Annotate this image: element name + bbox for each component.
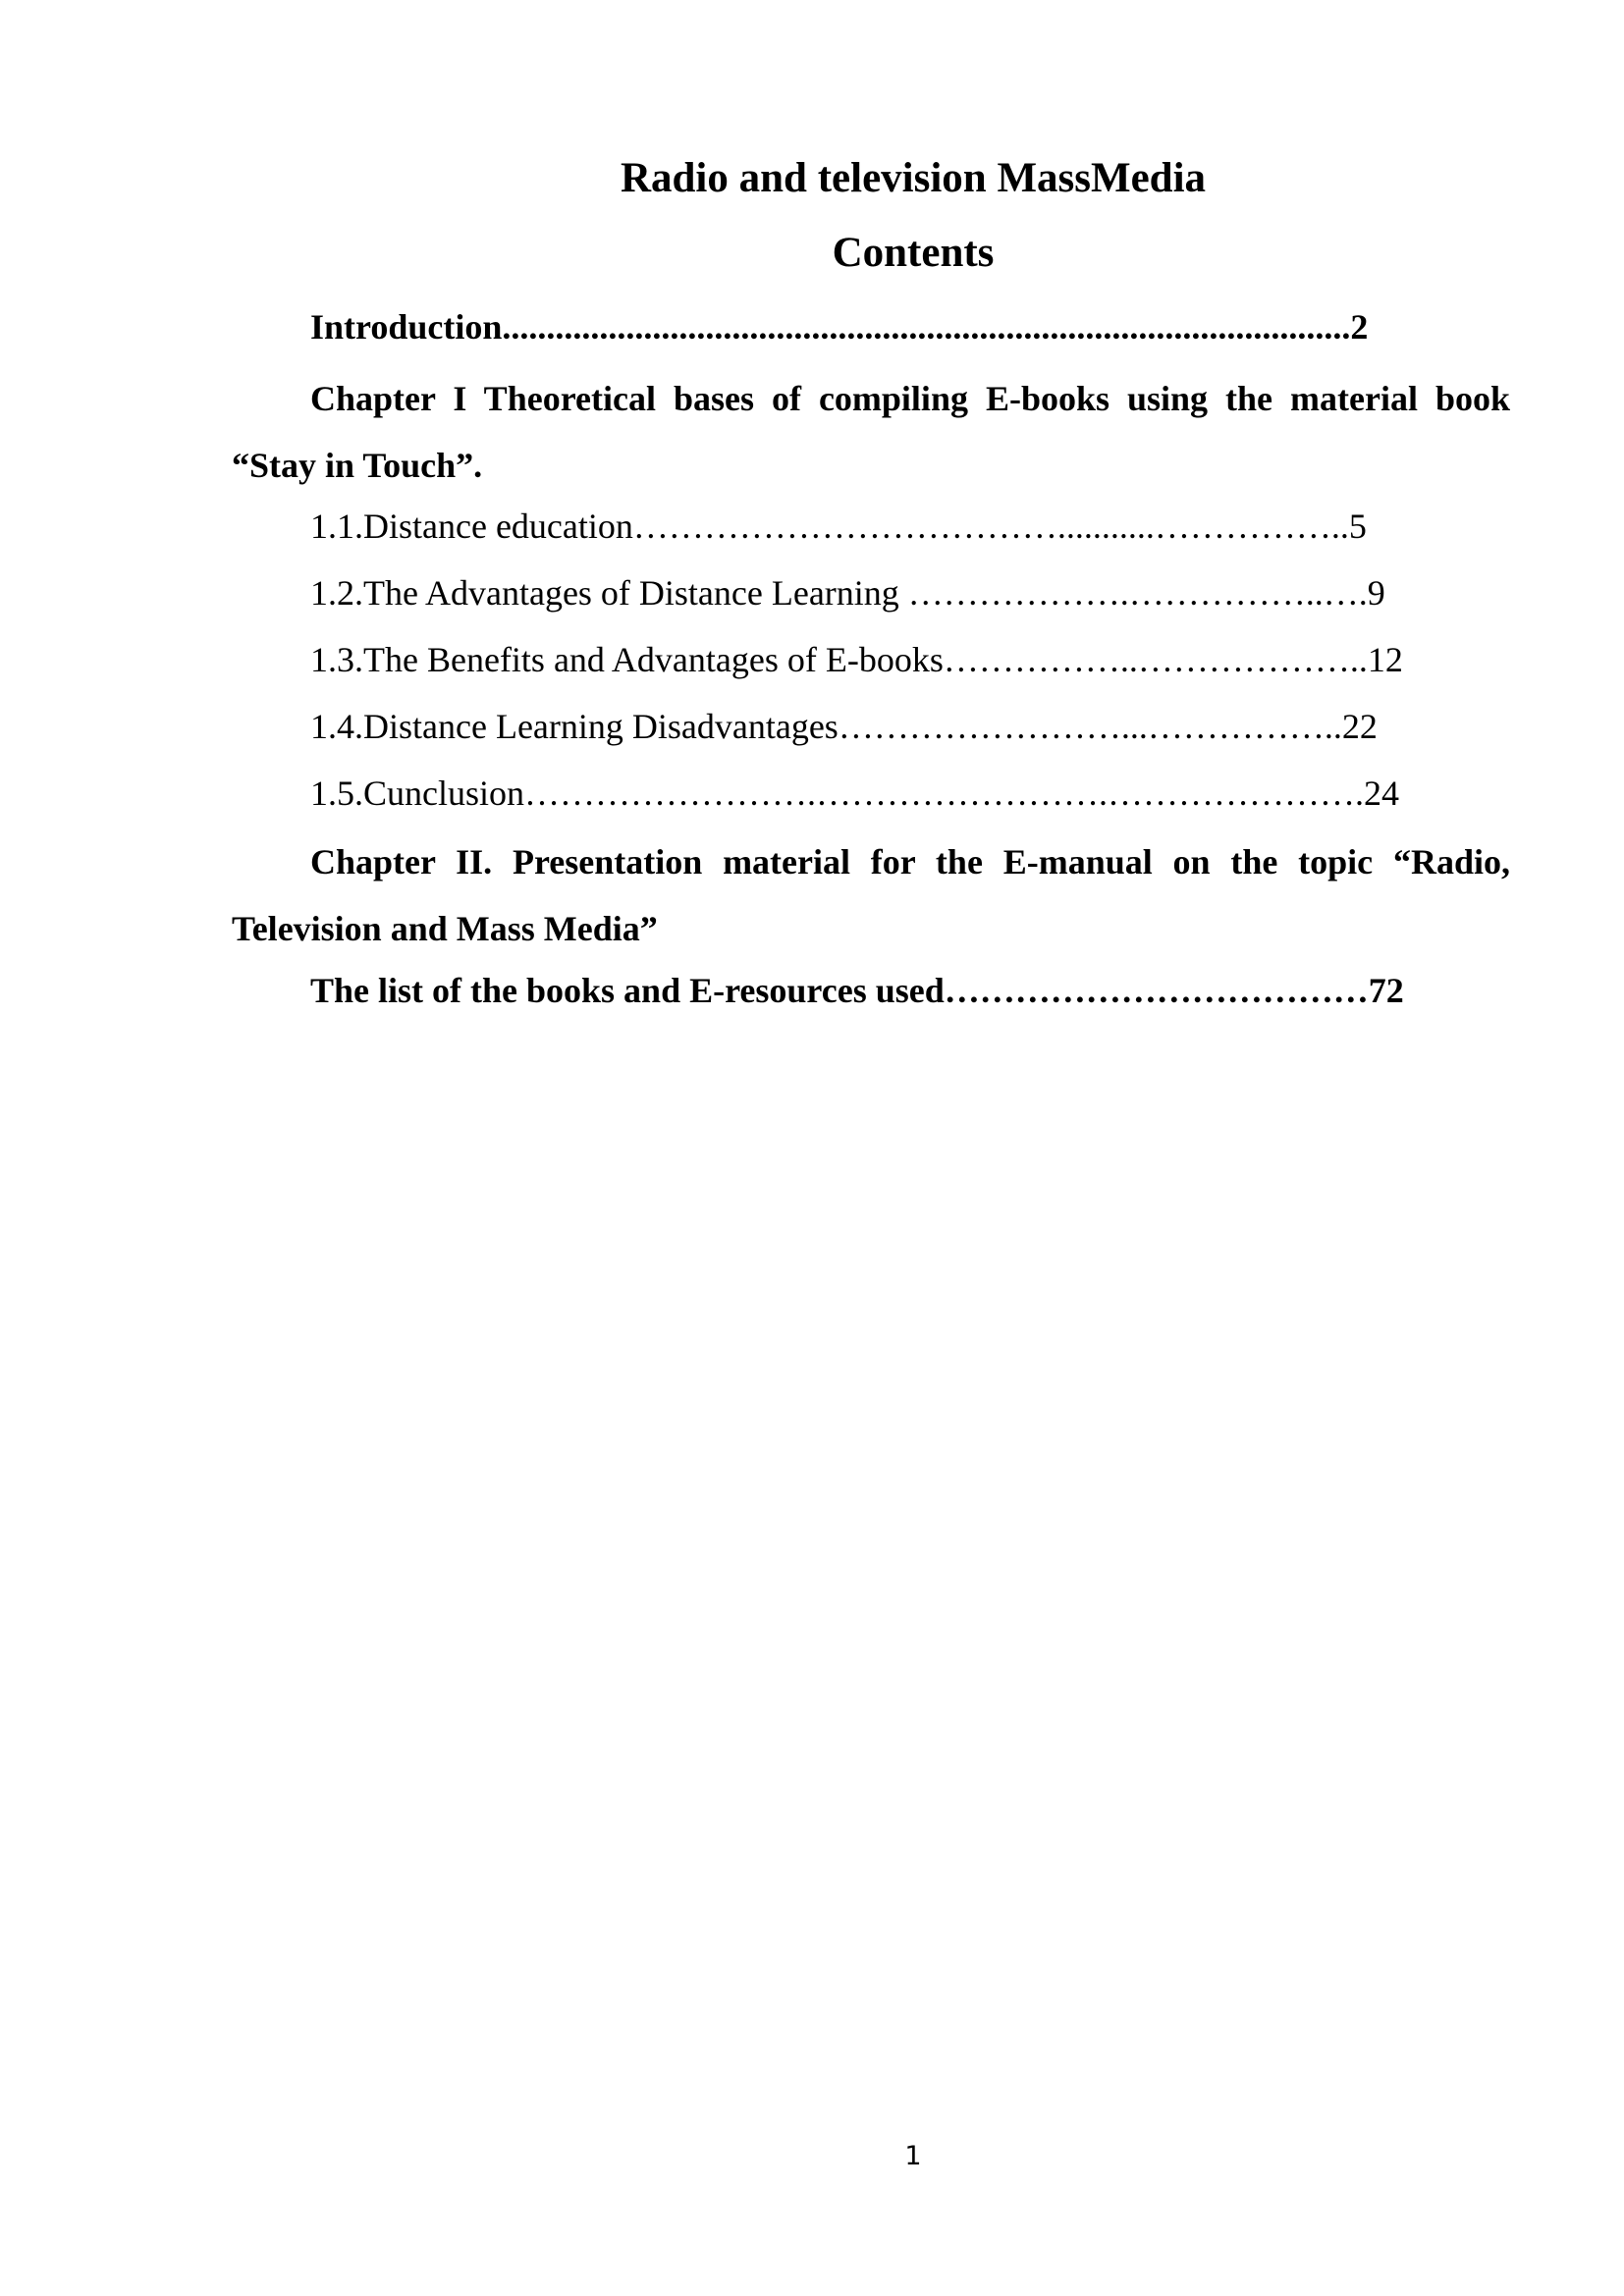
contents-heading: Contents <box>832 230 995 276</box>
toc-section-1-3: 1.3.The Benefits and Advantages of E-books……………..………………..12 <box>310 640 1403 679</box>
toc-section-1-1: 1.1.Distance education………………………………...........……………..5 <box>310 507 1367 546</box>
toc-chapter-2: Chapter II. Presentation material for the E-manual on the topic “Radio, Television and Mass Media” <box>232 842 1510 948</box>
document-title: Radio and television MassMedia <box>620 155 1207 201</box>
toc-section-1-4: 1.4.Distance Learning Disadvantages……………………...……………..22 <box>310 707 1378 746</box>
toc-section-1-5: 1.5.Cunclusion…………………….…………………….………………….24 <box>310 774 1400 813</box>
toc-chapter-1: Chapter I Theoretical bases of compiling E-books using the material book “Stay in Touch”. <box>232 379 1510 485</box>
toc-references: The list of the books and E-resources used………………………………72 <box>310 971 1404 1010</box>
toc-introduction: Introduction................................................................................................2 <box>310 307 1369 347</box>
page-number: 1 <box>904 2141 922 2171</box>
toc-section-1-2: 1.2.The Advantages of Distance Learning ……………….……………..….9 <box>310 573 1385 613</box>
